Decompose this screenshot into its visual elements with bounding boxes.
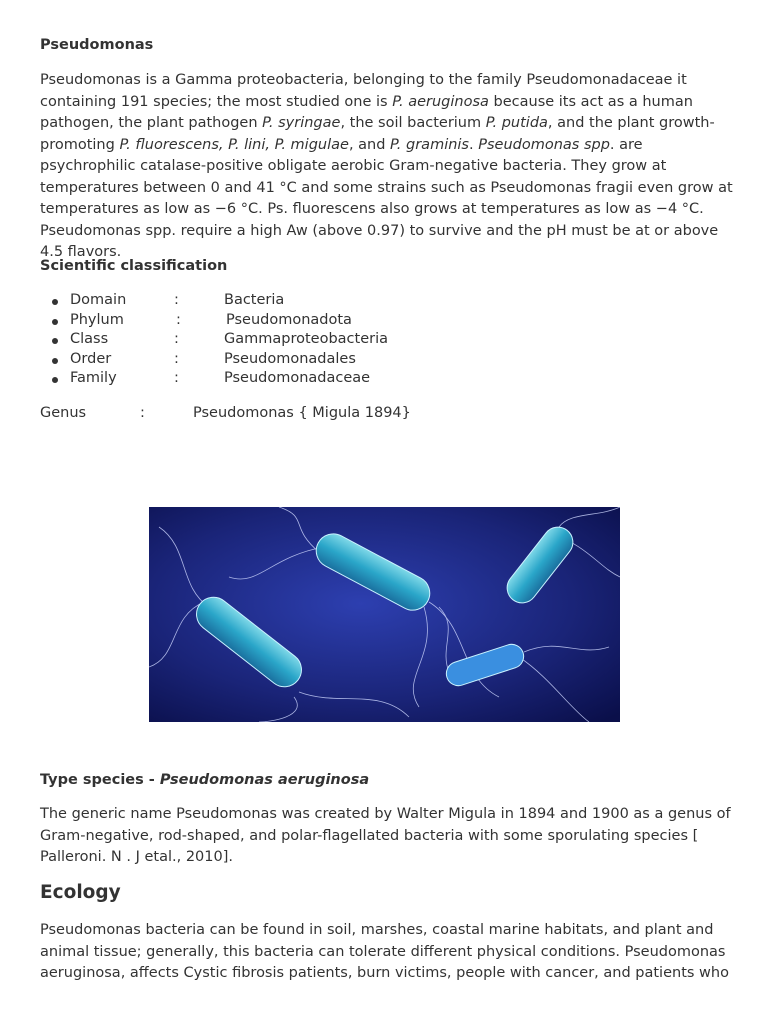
bacteria-illustration-svg <box>149 507 620 722</box>
species-name: P. putida <box>485 115 548 131</box>
separator: : <box>176 311 181 328</box>
bullet-icon <box>40 350 70 370</box>
rank-value: Gammaproteobacteria <box>224 331 388 348</box>
ecology-heading: Ecology <box>40 882 121 903</box>
rank-value: Pseudomonadota <box>226 311 352 328</box>
document-title: Pseudomonas <box>40 37 154 53</box>
classification-item <box>40 369 388 389</box>
rank-value: Pseudomonadales <box>224 350 356 367</box>
separator: : <box>174 331 179 348</box>
rank-label: Phylum <box>70 311 124 328</box>
ecology-paragraph: Pseudomonas bacteria can be found in soil, marshes, coastal marine habitats, and plant and animal tissue; generally, this bacteria can tolerate different physical conditions. Pseudomonas aeruginosa, affects Cystic fibrosis patients, burn victims, people with cancer, and patients who <box>40 922 729 981</box>
type-species-heading <box>40 770 369 790</box>
genus-label: Genus <box>40 405 87 421</box>
classification-item <box>40 311 388 331</box>
separator: : <box>140 405 145 421</box>
bullet-icon <box>40 369 70 389</box>
classification-heading: Scientific classification <box>40 258 228 274</box>
intro-text: because its act as a human pathogen, the plant pathogen <box>40 93 693 131</box>
bullet-icon <box>40 330 70 350</box>
bullet-icon <box>40 311 70 331</box>
separator: : <box>174 370 179 387</box>
rank-value: Pseudomonadaceae <box>224 370 371 387</box>
intro-text: . are psychrophilic catalase-positive obligate aerobic Gram-negative bacteria. They grow at temperatures between 0 and 41 °C and some strains such as Pseudomonas fragii even grow at temperatures as low as −6 °C. Ps. fluorescens also grows at temperatures as low as −4 °C. Pseudomonas spp. require a high Aw (above 0.97) to survive and the pH must be at or above 4.5 flavors. <box>40 136 733 260</box>
intro-text: , the soil bacterium <box>340 115 486 131</box>
species-name: P. syringae <box>262 115 341 131</box>
intro-text: . <box>469 136 479 153</box>
rank-label: Domain <box>70 292 127 308</box>
species-name: Pseudomonas spp <box>478 136 610 153</box>
genus-row <box>40 403 411 423</box>
species-name: P. fluorescens, P. lini, P. migulae <box>119 136 349 153</box>
type-species-label: Type species - <box>40 772 160 788</box>
intro-text: , and the plant growth-promoting <box>40 115 715 153</box>
species-name: P. aeruginosa <box>392 93 489 110</box>
rank-value: Bacteria <box>224 292 285 308</box>
generic-name-paragraph: The generic name Pseudomonas was created by Walter Migula in 1894 and 1900 as a genus of Gram-negative, rod-shaped, and polar-flagellated bacteria with some sporulating species [ Palleroni. N . J etal., 2010]. <box>40 806 731 865</box>
rank-label: Class <box>70 331 109 348</box>
intro-paragraph <box>40 70 740 264</box>
rank-label: Family <box>70 370 117 387</box>
classification-item <box>40 291 388 311</box>
classification-item <box>40 330 388 350</box>
classification-item <box>40 350 388 370</box>
bacteria-illustration <box>149 507 620 722</box>
separator: : <box>174 350 179 367</box>
genus-value: Pseudomonas { Migula 1894} <box>193 405 411 421</box>
classification-list <box>40 291 388 389</box>
intro-text: , and <box>348 136 391 153</box>
species-name: P. graminis <box>390 136 469 153</box>
type-species-name: Pseudomonas aeruginosa <box>159 772 370 788</box>
rank-label: Order <box>70 350 112 367</box>
bullet-icon <box>40 291 70 311</box>
separator: : <box>174 292 179 308</box>
intro-text: Pseudomonas is a Gamma proteobacteria, belonging to the family Pseudomonadaceae it containing 191 species; the most studied one is <box>40 72 687 110</box>
